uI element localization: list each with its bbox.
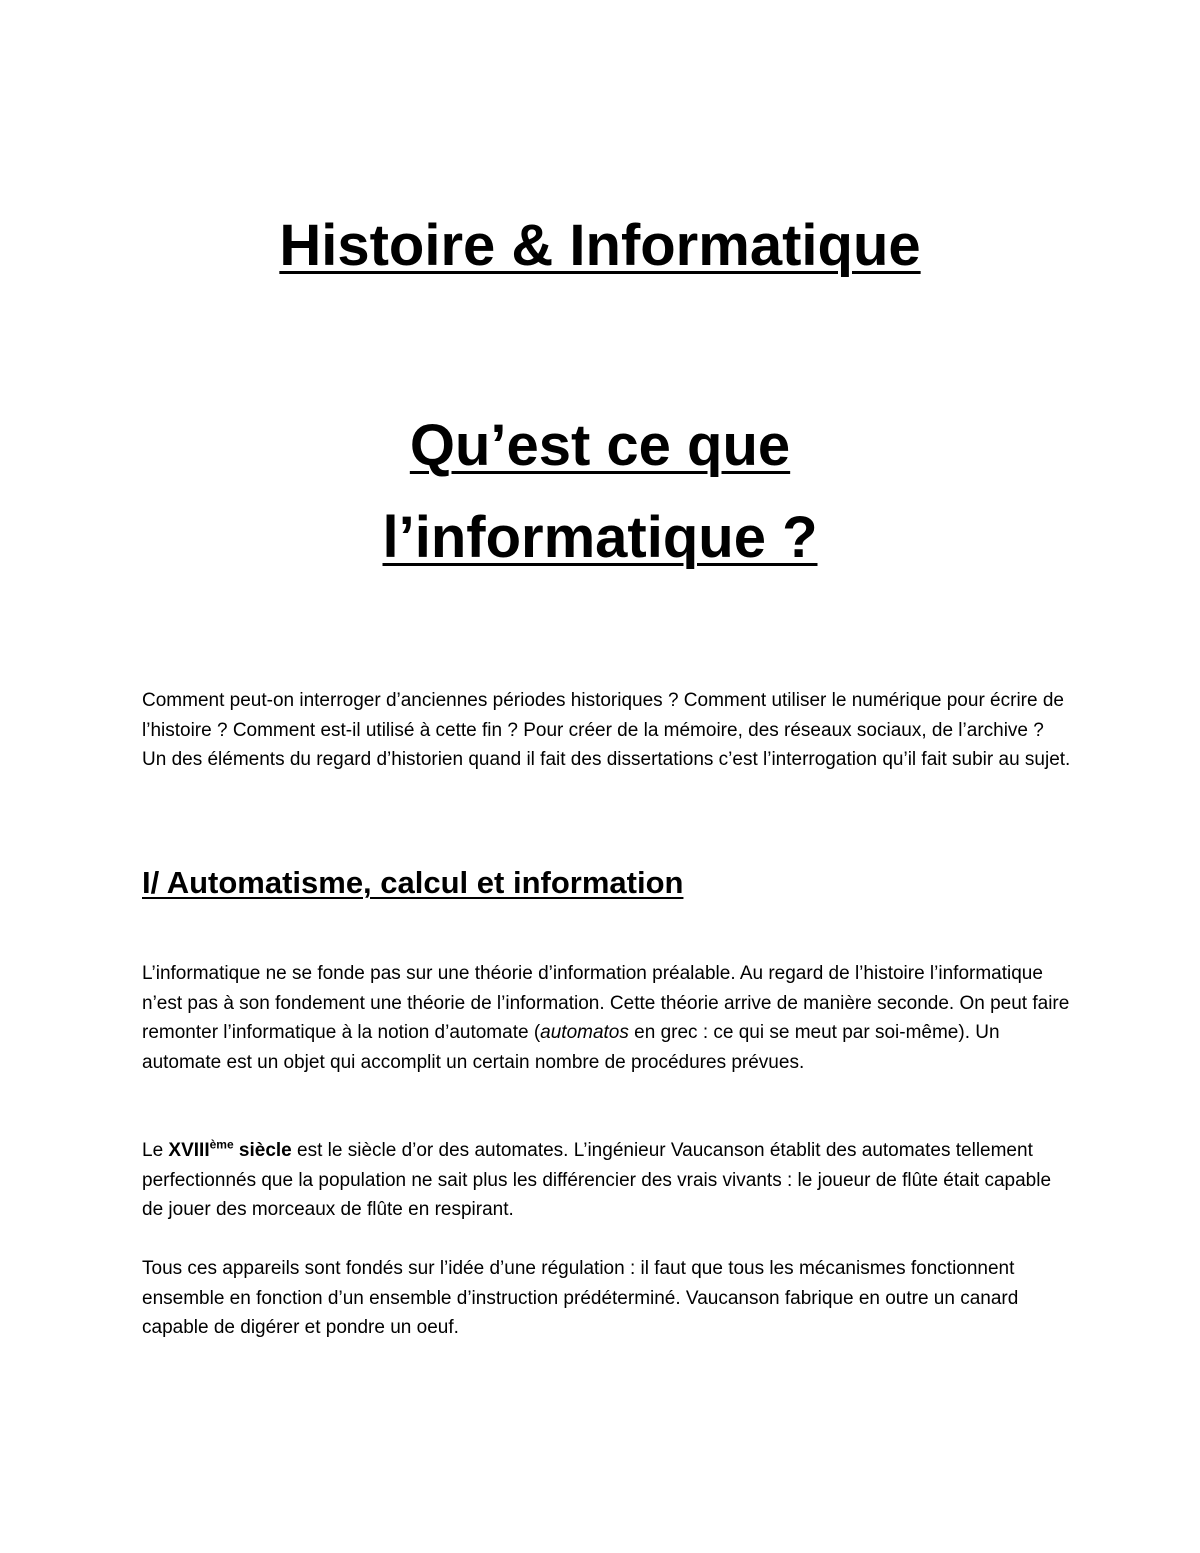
p2-century-roman: XVIII [168,1140,210,1161]
p1-italic-term: automatos [540,1022,629,1043]
intro-statement: Un des éléments du regard d’historien quand il fait des dissertations c’est l’interrogation qu’il fait subir au sujet. [142,749,1071,770]
p1-text-start: L’informatique ne se fonde pas sur une théorie d’information préalable. Au regard de l’histoire l’informatique n’est pas à son fondement une théorie de l’information. Cette théorie arrive de manière seconde. On peut faire remonter l’informatique à la notion d’automate ( [142,963,1070,1043]
paragraph-vaucanson [142,1136,1072,1225]
paragraph-regulation: Tous ces appareils sont fondés sur l’idée d’une régulation : il faut que tous les mécanismes fonctionnent ensemble en fonction d’un ensemble d’instruction prédéterminé. Vaucanson fabrique en outre un canard capable de digérer et pondre un oeuf. [142,1258,1019,1338]
p2-century-word: siècle [233,1140,292,1161]
p2-le: Le [142,1140,169,1161]
p2-century [168,1137,292,1161]
subtitle-line-1: Qu’est ce que [409,413,791,478]
subtitle-line-2: l’informatique ? [382,505,818,570]
intro-questions: Comment peut-on interroger d’anciennes périodes historiques ? Comment utiliser le numérique pour écrire de l’histoire ? Comment est-il utilisé à cette fin ? Pour créer de la mémoire, des réseaux sociaux, de l’archive ? [142,690,1064,741]
section-heading: I/ Automatisme, calcul et information [142,865,684,900]
p2-century-sup: ème [209,1137,234,1152]
document-subtitle [0,400,1200,584]
p1-text-end: en grec : ce qui se meut par soi-même). Un automate est un objet qui accomplit un certain nombre de procédures prévues. [142,1022,1000,1073]
intro-paragraph [142,686,1072,775]
paragraph-automate [142,959,1072,1077]
document-title: Histoire & Informatique [279,213,921,278]
p2-text: est le siècle d’or des automates. L’ingénieur Vaucanson établit des automates tellement perfectionnés que la population ne sait plus les différencier des vrais vivants : le joueur de flûte était capable de jouer des morceaux de flûte en respirant. [142,1140,1052,1220]
